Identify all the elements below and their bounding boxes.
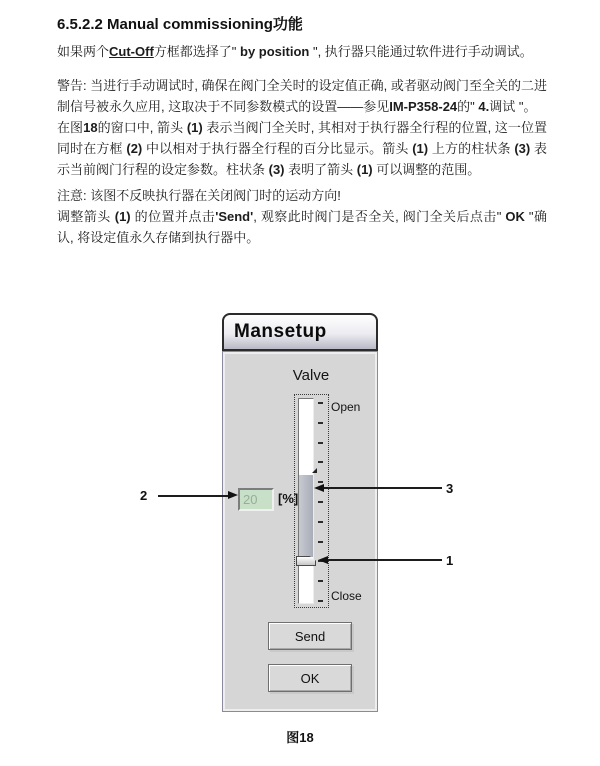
tick-mark bbox=[318, 501, 323, 503]
paragraph-adjust-instruction: 调整箭头 (1) 的位置并点击'Send', 观察此时阀门是否全关, 阀门全关后点击" OK "确认, 将设定值永久存储到执行器中。 bbox=[57, 209, 547, 245]
dialog-titlebar[interactable] bbox=[222, 313, 378, 351]
tick-mark bbox=[318, 541, 323, 543]
arrow-left-icon bbox=[318, 556, 328, 564]
ok-button[interactable]: OK bbox=[268, 664, 352, 692]
tick-mark bbox=[318, 461, 323, 463]
percent-unit-label: [%] bbox=[278, 491, 299, 506]
send-button[interactable]: Send bbox=[268, 622, 352, 650]
paragraph-figure-description: 在图18的窗口中, 箭头 (1) 表示当阀门全关时, 其相对于执行器全行程的位置, 这一位置同时在方框 (2) 中以相对于执行器全行程的百分比显示。箭头 (1) 上方的柱状条 (3) 表示当前阀门行程的设定参数。柱状条 (3) 表明了箭头 (1) 可以调整的范围。 bbox=[57, 120, 547, 177]
paragraph-note: 注意: 该图不反映执行器在关闭阀门时的运动方向! bbox=[57, 188, 341, 203]
valve-label: Valve bbox=[292, 367, 330, 384]
slider-tick-scale bbox=[318, 402, 324, 602]
paragraph-warning: 警告: 当进行手动调试时, 确保在阀门全关时的设定值正确, 或者驱动阀门至全关的二进制信号被永久应用, 这取决于不同参数模式的设置——参见IM-P358-24的" 4.调试 "。 bbox=[57, 78, 547, 114]
slider-range-bar bbox=[299, 475, 313, 557]
figure-caption: 图18 bbox=[286, 730, 314, 745]
paragraph-intro: 如果两个Cut-Off方框都选择了" by position ", 执行器只能通过软件进行手动调试。 bbox=[57, 44, 533, 59]
tick-mark bbox=[318, 580, 323, 582]
section-heading: 6.5.2.2 Manual commissioning功能 bbox=[57, 16, 303, 33]
slider-handle[interactable] bbox=[296, 556, 316, 566]
position-value-field[interactable]: 20 bbox=[238, 488, 274, 511]
annotation-line-2 bbox=[158, 495, 230, 497]
tick-mark bbox=[318, 422, 323, 424]
mansetup-dialog bbox=[222, 313, 378, 712]
slider-track[interactable] bbox=[298, 398, 314, 604]
open-label: Open bbox=[331, 400, 361, 414]
tick-mark bbox=[318, 521, 323, 523]
arrow-right-icon bbox=[228, 491, 238, 499]
close-label: Close bbox=[331, 589, 362, 603]
annotation-label-2: 2 bbox=[140, 488, 148, 503]
arrow-left-icon bbox=[314, 484, 324, 492]
valve-slider[interactable] bbox=[294, 394, 329, 608]
annotation-line-1 bbox=[328, 559, 442, 561]
tick-mark bbox=[318, 481, 323, 483]
dialog-title: Mansetup bbox=[234, 321, 327, 342]
tick-mark bbox=[318, 442, 323, 444]
annotation-label-3: 3 bbox=[446, 481, 454, 496]
tick-mark bbox=[318, 402, 323, 404]
annotation-line-3 bbox=[324, 487, 442, 489]
annotation-label-1: 1 bbox=[446, 553, 454, 568]
tick-mark bbox=[318, 600, 323, 602]
dialog-body bbox=[222, 351, 378, 712]
position-marker-icon bbox=[312, 468, 317, 473]
